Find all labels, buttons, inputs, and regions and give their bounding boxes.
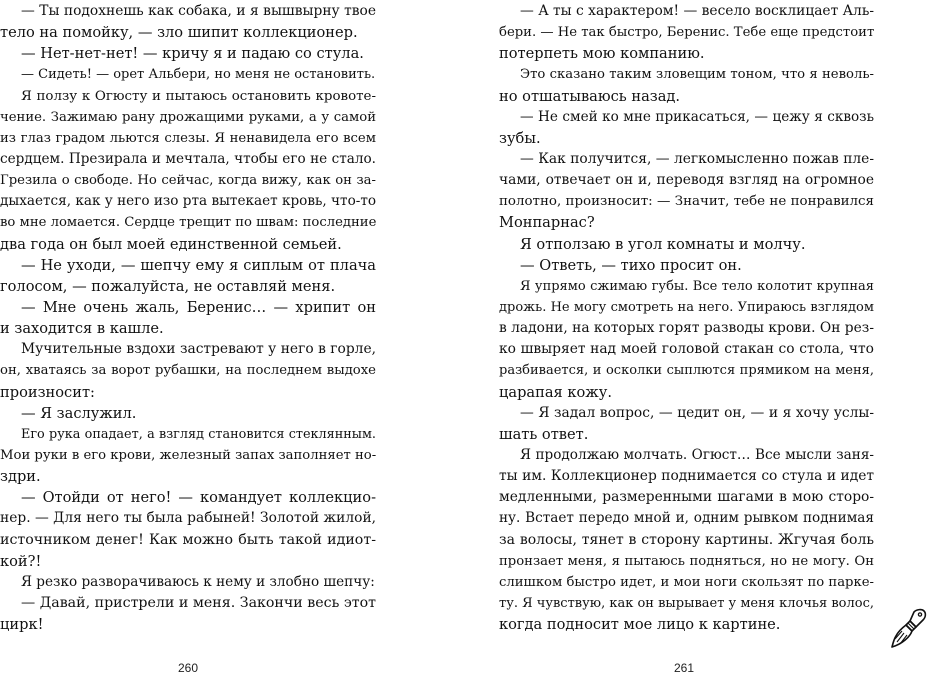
text-line: разбивается, и осколки сыплются прямиком на меня,: [499, 363, 874, 379]
page-number-left: 260: [177, 661, 199, 675]
text-line: дрожь. Не могу смотреть на него. Упираюсь взглядом: [499, 299, 874, 315]
text-line: потерпеть мою компанию.: [499, 45, 705, 63]
text-line: ко швыряет над моей головой стакан со стола, что: [499, 341, 874, 358]
text-line: кой?!: [0, 552, 42, 570]
text-line: Я ползу к Огюсту и пытаюсь остановить кровоте-: [21, 88, 376, 104]
text-line: Монпарнас?: [499, 214, 595, 232]
text-line: цирк!: [0, 616, 44, 634]
left-page: [0, 0, 376, 680]
text-line: источником денег! Как можно быть такой идиот-: [0, 531, 376, 548]
text-line: чение. Зажимаю рану дрожащими руками, а у самой: [0, 109, 376, 125]
text-line: тело на помойку, — зло шипит коллекционер.: [0, 24, 358, 42]
text-line: Я продолжаю молчать. Огюст… Все мысли заня-: [520, 446, 874, 463]
text-line: — Ответь, — тихо просит он.: [520, 256, 742, 274]
text-line: голосом, — пожалуйста, не оставляй меня.: [0, 277, 336, 295]
text-line: из глаз градом льются слезы. Я ненавидела его всем: [0, 130, 376, 146]
text-line: ну. Встает передо мной и, одним рывком поднимая: [499, 510, 874, 527]
text-line: дыхается, как у него изо рта вытекает кровь, что-то: [0, 193, 376, 210]
text-line: сердцем. Презирала и мечтала, чтобы его не стало.: [0, 150, 376, 167]
text-line: — Нет-нет-нет! — кричу я и падаю со стула.: [21, 45, 364, 63]
text-line: — Как получится, — легкомысленно пожав пле-: [520, 150, 874, 167]
text-line: — Мне очень жаль, Беренис… — хрипит он: [21, 298, 376, 316]
text-line: — А ты с характером! — весело восклицает Аль-: [520, 3, 874, 19]
text-line: — Не уходи, — шепчу ему я сиплым от плача: [21, 256, 376, 274]
text-line: произносит:: [0, 383, 95, 401]
text-line: он, хватаясь за ворот рубашки, на последнем выдохе: [0, 363, 376, 379]
text-line: царапая кожу.: [499, 383, 612, 401]
text-line: Мучительные вздохи застревают у него в горле,: [21, 341, 376, 358]
text-line: ты им. Коллекционер поднимается со стула и идет: [499, 468, 874, 485]
right-page-text: [499, 1, 874, 635]
text-line: полотно, произносит: — Значит, тебе не понравился: [499, 194, 874, 210]
text-line: — Отойди от него! — командует коллекцио-: [21, 489, 376, 507]
text-line: Его рука опадает, а взгляд становится стеклянным.: [21, 426, 376, 442]
text-line: в ладони, на которых горят разводы крови. Он рез-: [499, 320, 874, 337]
text-line: пронзает меня, я пытаюсь подняться, но не могу. Он: [499, 553, 874, 569]
text-line: медленными, размеренными шагами в мою сторо-: [499, 489, 874, 506]
text-line: Я отползаю в угол комнаты и молчу.: [520, 235, 806, 253]
paintbrush-icon: [886, 606, 932, 652]
left-page-text: [0, 1, 376, 635]
text-line: и заходится в кашле.: [0, 320, 164, 338]
text-line: два года он был моей единственной семьей.: [0, 235, 342, 253]
text-line: за волосы, тянет в сторону картины. Жгучая боль: [499, 531, 874, 548]
text-line: слишком быстро идет, и мои ноги скользят по парке-: [499, 574, 874, 590]
text-line: во мне ломается. Сердце трещит по швам: последние: [0, 215, 376, 231]
text-line: шать ответ.: [499, 425, 589, 443]
text-line: нер. — Для него ты была рабыней! Золотой жилой,: [0, 510, 376, 527]
text-line: Я резко разворачиваюсь к нему и злобно шепчу:: [21, 573, 375, 590]
page-number-right: 261: [673, 661, 695, 675]
text-line: — Я заслужил.: [21, 404, 137, 422]
text-line: Я упрямо сжимаю губы. Все тело колотит крупная: [520, 278, 874, 294]
text-line: — Не смей ко мне прикасаться, — цежу я сквозь: [520, 108, 874, 125]
text-line: когда подносит мое лицо к картине.: [499, 616, 781, 634]
text-line: зубы.: [499, 129, 541, 147]
text-line: Это сказано таким зловещим тоном, что я неволь-: [520, 67, 874, 83]
text-line: — Я задал вопрос, — цедит он, — и я хочу услы-: [520, 404, 874, 421]
text-line: но отшатываюсь назад.: [499, 87, 681, 105]
right-page: [499, 0, 874, 680]
text-line: чами, отвечает он и, переводя взгляд на огромное: [499, 172, 874, 189]
text-line: бери. — Не так быстро, Беренис. Тебе еще предстоит: [499, 25, 874, 41]
text-line: Грезила о свободе. Но сейчас, когда вижу, как он за-: [0, 173, 376, 189]
text-line: — Ты подохнешь как собака, и я вышвырну твое: [21, 3, 376, 19]
text-line: — Сидеть! — орет Альбери, но меня не остановить.: [21, 67, 376, 83]
text-line: ту. Я чувствую, как он вырывает у меня клочья волос,: [499, 595, 874, 611]
text-line: здри.: [0, 468, 41, 486]
text-line: — Давай, пристрели и меня. Закончи весь этот: [21, 594, 376, 611]
text-line: Мои руки в его крови, железный запах заполняет но-: [0, 447, 376, 463]
